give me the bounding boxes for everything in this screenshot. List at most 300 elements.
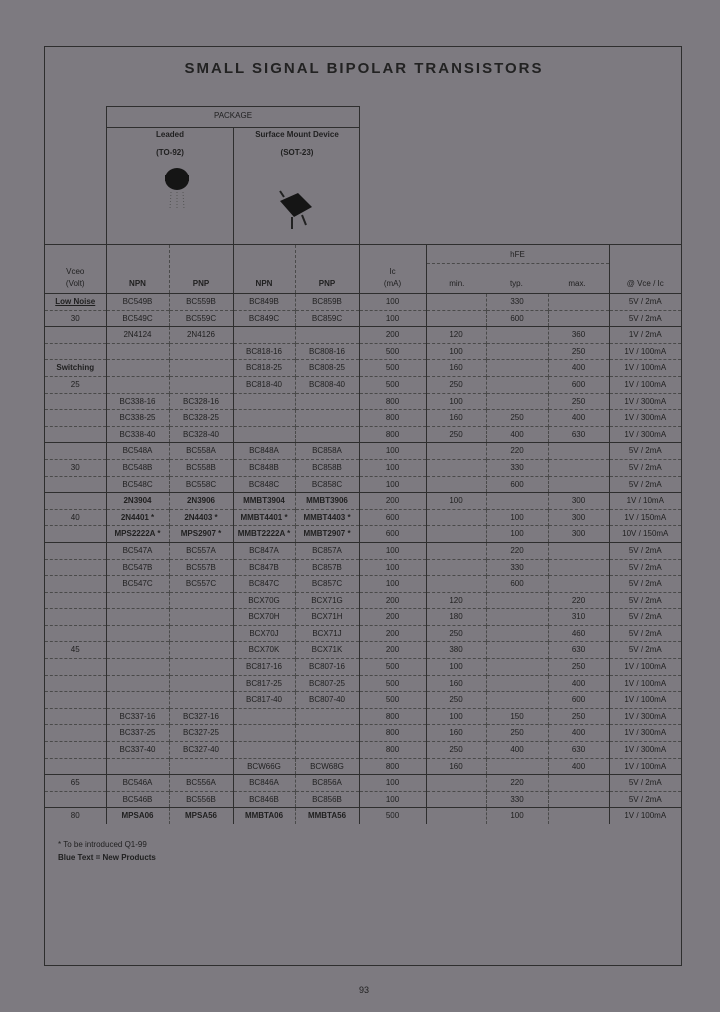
vceo-cell [45, 625, 106, 642]
table-row [45, 360, 681, 377]
smd-npn-cell: BC847B [233, 559, 295, 576]
smd-npn-cell [233, 426, 295, 443]
vceo-cell [45, 609, 106, 626]
hfe-typ-cell: 330 [486, 791, 548, 808]
pnp-cell: BC559B [169, 294, 233, 311]
smd-npn-cell: MMBTA06 [233, 808, 295, 824]
hfe-min-cell [426, 576, 486, 593]
hfe-max-cell [548, 808, 609, 824]
smd-npn-cell: BCX70G [233, 592, 295, 609]
smd-pnp-cell: BC859C [295, 310, 359, 327]
ic-cell: 200 [359, 493, 426, 510]
smd-npn-cell: BC817-16 [233, 659, 295, 676]
vceo-cell [45, 742, 106, 759]
condition-cell: 5V / 2mA [609, 443, 681, 460]
npn-cell [106, 659, 169, 676]
smd-pnp-cell: BC859B [295, 294, 359, 311]
hfe-min-cell [426, 775, 486, 792]
pnp-cell: 2N4126 [169, 327, 233, 344]
vceo-cell [45, 592, 106, 609]
pnp-cell [169, 659, 233, 676]
vceo-cell [45, 493, 106, 510]
smd-pnp-cell: BCX71G [295, 592, 359, 609]
hfe-max-cell: 300 [548, 509, 609, 526]
smd-npn-cell [233, 327, 295, 344]
vceo-cell [45, 343, 106, 360]
hfe-max-cell: 630 [548, 642, 609, 659]
hfe-min-cell: 100 [426, 659, 486, 676]
hfe-typ-cell [486, 659, 548, 676]
ic-cell: 200 [359, 642, 426, 659]
smd-npn-cell: BC847C [233, 576, 295, 593]
condition-cell: 5V / 2mA [609, 576, 681, 593]
vceo-cell: 45 [70, 645, 80, 655]
smd-pnp-header: PNP [295, 245, 359, 294]
ic-cell: 800 [359, 742, 426, 759]
table-row [45, 609, 681, 626]
pnp-cell: MPS2907 * [169, 526, 233, 543]
hfe-min-cell: 160 [426, 758, 486, 775]
table-row [45, 542, 681, 559]
smd-npn-cell [233, 725, 295, 742]
hfe-min-cell: 380 [426, 642, 486, 659]
vceo-cell [45, 476, 106, 493]
smd-pnp-cell: BC858A [295, 443, 359, 460]
page-title: SMALL SIGNAL BIPOLAR TRANSISTORS [184, 60, 544, 77]
pnp-cell [169, 592, 233, 609]
hfe-min-cell [426, 542, 486, 559]
npn-cell: BC549B [106, 294, 169, 311]
hfe-typ-cell [486, 376, 548, 393]
vceo-cell: 65 [70, 778, 80, 788]
smd-pnp-cell: BCX71H [295, 609, 359, 626]
vceo-header: Vceo (Volt) [65, 267, 85, 288]
hfe-typ-cell: 150 [486, 708, 548, 725]
table-row [45, 791, 681, 808]
footnote-legend: Blue Text = New Products [58, 853, 156, 862]
hfe-typ-cell: 220 [486, 775, 548, 792]
smd-npn-cell: BC846A [233, 775, 295, 792]
hfe-max-cell [548, 775, 609, 792]
smd-pnp-cell: BCW68G [295, 758, 359, 775]
ic-cell: 200 [359, 592, 426, 609]
hfe-typ-cell: 100 [486, 808, 548, 824]
pnp-cell: BC557A [169, 542, 233, 559]
smd-pnp-cell: MMBT2907 * [295, 526, 359, 543]
npn-cell: 2N3904 [106, 493, 169, 510]
ic-cell: 100 [359, 310, 426, 327]
vceo-cell: Low Noise [55, 297, 96, 306]
condition-cell: 1V / 300mA [609, 410, 681, 427]
hfe-typ-cell: 600 [486, 476, 548, 493]
ic-cell: 500 [359, 808, 426, 824]
smd-pnp-cell: BC808-16 [295, 343, 359, 360]
smd-pnp-cell: BC857A [295, 542, 359, 559]
smd-pnp-cell: BC857B [295, 559, 359, 576]
ic-cell: 500 [359, 360, 426, 377]
sot23-label: (SOT-23) [280, 148, 314, 157]
leaded-label: Leaded [155, 130, 184, 139]
table-row [45, 310, 681, 327]
table-row [45, 393, 681, 410]
npn-cell: BC337-25 [106, 725, 169, 742]
vceo-cell [45, 675, 106, 692]
table-row [45, 476, 681, 493]
ic-cell: 500 [359, 692, 426, 709]
hfe-typ-cell [486, 493, 548, 510]
test-condition-header: @ Vce / Ic [609, 245, 681, 294]
smd-pnp-cell [295, 426, 359, 443]
hfe-max-cell: 250 [548, 393, 609, 410]
pnp-cell: BC556A [169, 775, 233, 792]
hfe-typ-cell [486, 360, 548, 377]
vceo-cell [45, 576, 106, 593]
to92-package-icon [157, 165, 197, 215]
npn-cell: BC548C [106, 476, 169, 493]
smd-npn-cell: BCW66G [233, 758, 295, 775]
hfe-min-cell: 250 [426, 692, 486, 709]
npn-cell: BC546B [106, 791, 169, 808]
hfe-min-cell: 250 [426, 426, 486, 443]
smd-pnp-cell: BC807-25 [295, 675, 359, 692]
vceo-cell [45, 559, 106, 576]
smd-pnp-cell [295, 725, 359, 742]
vceo-cell: 80 [70, 811, 80, 821]
ic-cell: 500 [359, 659, 426, 676]
condition-cell: 1V / 300mA [609, 725, 681, 742]
hfe-min-cell [426, 459, 486, 476]
condition-cell: 1V / 100mA [609, 376, 681, 393]
hfe-typ-cell [486, 642, 548, 659]
hfe-min-cell [426, 476, 486, 493]
smd-npn-cell [233, 708, 295, 725]
hfe-typ-cell [486, 343, 548, 360]
condition-cell: 1V / 100mA [609, 675, 681, 692]
ic-cell: 500 [359, 376, 426, 393]
npn-cell: BC547C [106, 576, 169, 593]
ic-cell: 100 [359, 294, 426, 311]
hfe-min-cell: 160 [426, 410, 486, 427]
hfe-max-cell [548, 443, 609, 460]
smd-pnp-cell [295, 742, 359, 759]
hfe-typ-cell [486, 609, 548, 626]
table-row [45, 410, 681, 427]
table-row [45, 742, 681, 759]
hfe-typ-cell: 400 [486, 426, 548, 443]
vceo-cell [45, 708, 106, 725]
smd-pnp-cell: MMBT3906 [295, 493, 359, 510]
hfe-header: hFE min. typ. max. [426, 245, 609, 294]
pnp-cell: BC558C [169, 476, 233, 493]
npn-cell [106, 376, 169, 393]
pnp-cell: MPSA56 [169, 808, 233, 824]
hfe-max-cell: 250 [548, 659, 609, 676]
condition-cell: 5V / 2mA [609, 542, 681, 559]
ic-cell: 100 [359, 775, 426, 792]
condition-cell: 5V / 2mA [609, 476, 681, 493]
pnp-cell [169, 625, 233, 642]
condition-cell: 1V / 2mA [609, 327, 681, 344]
pnp-cell: BC559C [169, 310, 233, 327]
vceo-cell [45, 659, 106, 676]
ic-cell: 100 [359, 443, 426, 460]
npn-cell: BC337-16 [106, 708, 169, 725]
pnp-cell [169, 692, 233, 709]
npn-cell [106, 692, 169, 709]
condition-cell: 1V / 10mA [609, 493, 681, 510]
smd-pnp-cell: BC807-40 [295, 692, 359, 709]
npn-cell: BC549C [106, 310, 169, 327]
vceo-cell [45, 791, 106, 808]
hfe-max-cell: 400 [548, 725, 609, 742]
table-row [45, 426, 681, 443]
package-header [106, 106, 360, 244]
hfe-typ-cell [486, 327, 548, 344]
table-row [45, 509, 681, 526]
hfe-typ-cell: 330 [486, 559, 548, 576]
hfe-min-cell [426, 443, 486, 460]
hfe-min-cell: 100 [426, 493, 486, 510]
hfe-typ-cell [486, 393, 548, 410]
hfe-typ-cell: 100 [486, 526, 548, 543]
npn-cell [106, 592, 169, 609]
npn-cell [106, 642, 169, 659]
smd-npn-cell [233, 742, 295, 759]
table-row [45, 659, 681, 676]
smd-npn-cell: MMBT2222A * [233, 526, 295, 543]
smd-pnp-cell: BC856B [295, 791, 359, 808]
ic-header: Ic (mA) [359, 245, 426, 294]
hfe-typ-cell: 250 [486, 410, 548, 427]
hfe-min-cell [426, 294, 486, 311]
npn-cell: BC338-40 [106, 426, 169, 443]
hfe-max-cell: 250 [548, 708, 609, 725]
pnp-cell: BC328-16 [169, 393, 233, 410]
ic-cell: 800 [359, 426, 426, 443]
ic-cell: 200 [359, 625, 426, 642]
vceo-cell [45, 725, 106, 742]
hfe-min-cell [426, 509, 486, 526]
hfe-min-cell: 100 [426, 343, 486, 360]
ic-cell: 200 [359, 609, 426, 626]
vceo-cell [45, 692, 106, 709]
hfe-max-cell: 400 [548, 675, 609, 692]
condition-cell: 5V / 2mA [609, 775, 681, 792]
smd-npn-cell: BCX70H [233, 609, 295, 626]
npn-cell: MPS2222A * [106, 526, 169, 543]
npn-cell: BC547A [106, 542, 169, 559]
npn-cell: BC337-40 [106, 742, 169, 759]
vceo-cell: 30 [70, 313, 80, 323]
smd-npn-cell: BC818-40 [233, 376, 295, 393]
smd-npn-cell: BC847A [233, 542, 295, 559]
table-row [45, 493, 681, 510]
condition-cell: 5V / 2mA [609, 559, 681, 576]
table-row [45, 576, 681, 593]
condition-cell: 5V / 2mA [609, 791, 681, 808]
condition-cell: 5V / 2mA [609, 609, 681, 626]
smd-pnp-cell [295, 393, 359, 410]
hfe-max-cell [548, 476, 609, 493]
hfe-typ-cell [486, 625, 548, 642]
hfe-min-cell: 180 [426, 609, 486, 626]
pnp-header: PNP [169, 245, 233, 294]
ic-cell: 100 [359, 459, 426, 476]
condition-cell: 1V / 150mA [609, 509, 681, 526]
package-title: PACKAGE [213, 111, 253, 120]
smd-pnp-cell [295, 410, 359, 427]
ic-cell: 800 [359, 393, 426, 410]
table-row [45, 526, 681, 543]
table-row [45, 343, 681, 360]
pnp-cell: BC557C [169, 576, 233, 593]
condition-cell: 1V / 300mA [609, 708, 681, 725]
table-row [45, 327, 681, 344]
smd-pnp-cell: BC858B [295, 459, 359, 476]
pnp-cell: BC328-25 [169, 410, 233, 427]
smd-npn-cell [233, 410, 295, 427]
vceo-cell [45, 410, 106, 427]
smd-pnp-cell [295, 327, 359, 344]
table-row [45, 775, 681, 792]
pnp-cell [169, 360, 233, 377]
hfe-min-cell: 250 [426, 742, 486, 759]
smd-npn-cell: BC848B [233, 459, 295, 476]
table-row [45, 443, 681, 460]
to92-label: (TO-92) [156, 148, 184, 157]
ic-cell: 100 [359, 476, 426, 493]
pnp-cell [169, 609, 233, 626]
npn-cell [106, 675, 169, 692]
table-row [45, 459, 681, 476]
condition-cell: 1V / 300mA [609, 426, 681, 443]
hfe-max-cell: 360 [548, 327, 609, 344]
hfe-max-cell: 460 [548, 625, 609, 642]
pnp-cell [169, 376, 233, 393]
vceo-cell [45, 327, 106, 344]
pnp-cell: 2N4403 * [169, 509, 233, 526]
condition-cell: 5V / 2mA [609, 310, 681, 327]
hfe-typ-cell: 600 [486, 576, 548, 593]
ic-cell: 800 [359, 758, 426, 775]
vceo-cell [45, 542, 106, 559]
smd-pnp-cell: BCX71J [295, 625, 359, 642]
hfe-min-cell [426, 526, 486, 543]
ic-cell: 600 [359, 509, 426, 526]
hfe-min-cell: 160 [426, 675, 486, 692]
vceo-cell [45, 426, 106, 443]
hfe-max-cell: 400 [548, 360, 609, 377]
smd-npn-cell: BC848A [233, 443, 295, 460]
page-number: 93 [358, 985, 369, 995]
hfe-typ-cell [486, 675, 548, 692]
hfe-max-cell: 630 [548, 742, 609, 759]
npn-cell: BC548B [106, 459, 169, 476]
smd-label: Surface Mount Device [255, 130, 339, 139]
condition-cell: 1V / 100mA [609, 808, 681, 824]
smd-pnp-cell: BC858C [295, 476, 359, 493]
condition-cell: 1V / 300mA [609, 393, 681, 410]
smd-npn-cell: BCX70J [233, 625, 295, 642]
smd-pnp-cell: BC857C [295, 576, 359, 593]
hfe-typ-cell: 250 [486, 725, 548, 742]
hfe-typ-cell: 330 [486, 459, 548, 476]
smd-pnp-cell: MMBTA56 [295, 808, 359, 824]
npn-cell: BC338-25 [106, 410, 169, 427]
smd-pnp-cell: BC808-25 [295, 360, 359, 377]
table-row [45, 725, 681, 742]
npn-cell [106, 360, 169, 377]
table-row [45, 642, 681, 659]
pnp-cell [169, 642, 233, 659]
npn-cell: BC338-16 [106, 393, 169, 410]
hfe-min-cell: 100 [426, 393, 486, 410]
hfe-max-cell [548, 559, 609, 576]
hfe-min-cell: 160 [426, 725, 486, 742]
hfe-min-cell: 120 [426, 327, 486, 344]
hfe-max-cell [548, 459, 609, 476]
hfe-typ-cell: 100 [486, 509, 548, 526]
smd-pnp-cell: BCX71K [295, 642, 359, 659]
ic-cell: 200 [359, 327, 426, 344]
hfe-typ-cell: 330 [486, 294, 548, 311]
pnp-cell: BC327-16 [169, 708, 233, 725]
table-row [45, 294, 681, 311]
npn-cell: 2N4401 * [106, 509, 169, 526]
smd-npn-header: NPN [233, 245, 295, 294]
condition-cell: 1V / 100mA [609, 692, 681, 709]
ic-cell: 600 [359, 526, 426, 543]
hfe-max-cell [548, 791, 609, 808]
smd-pnp-cell [295, 708, 359, 725]
table-row [45, 376, 681, 393]
pnp-cell [169, 675, 233, 692]
condition-cell: 5V / 2mA [609, 625, 681, 642]
vceo-cell: 30 [70, 462, 80, 472]
ic-cell: 800 [359, 708, 426, 725]
condition-cell: 1V / 300mA [609, 742, 681, 759]
npn-cell: MPSA06 [106, 808, 169, 824]
vceo-cell [45, 443, 106, 460]
vceo-cell [45, 526, 106, 543]
hfe-min-cell: 160 [426, 360, 486, 377]
smd-npn-cell: BC818-25 [233, 360, 295, 377]
ic-cell: 100 [359, 791, 426, 808]
smd-npn-cell: BC848C [233, 476, 295, 493]
ic-cell: 500 [359, 675, 426, 692]
table-row [45, 692, 681, 709]
smd-npn-cell: MMBT3904 [233, 493, 295, 510]
vceo-cell [45, 758, 106, 775]
smd-npn-cell: BC846B [233, 791, 295, 808]
npn-cell: 2N4124 [106, 327, 169, 344]
smd-npn-cell [233, 393, 295, 410]
table-row [45, 559, 681, 576]
transistor-table [45, 244, 681, 824]
pnp-cell [169, 343, 233, 360]
npn-cell: BC547B [106, 559, 169, 576]
hfe-max-cell: 400 [548, 758, 609, 775]
hfe-max-cell: 250 [548, 343, 609, 360]
hfe-typ-cell: 600 [486, 310, 548, 327]
condition-cell: 5V / 2mA [609, 592, 681, 609]
smd-npn-cell: BC817-25 [233, 675, 295, 692]
hfe-max-cell: 300 [548, 526, 609, 543]
hfe-min-cell: 100 [426, 708, 486, 725]
pnp-cell: BC327-40 [169, 742, 233, 759]
condition-cell: 1V / 100mA [609, 659, 681, 676]
smd-pnp-cell: BC807-16 [295, 659, 359, 676]
